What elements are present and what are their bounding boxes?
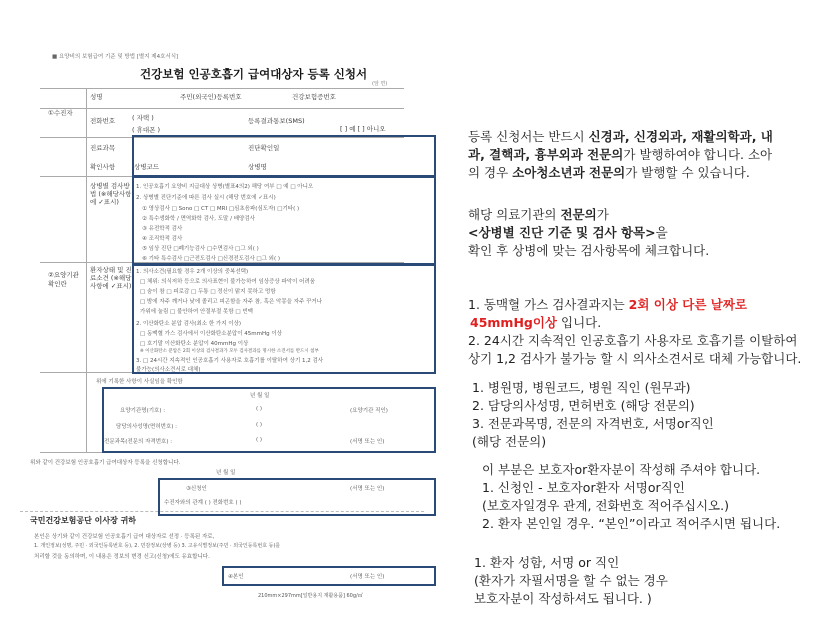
- phone-label: 전화번호: [90, 117, 116, 125]
- highlight-box-exam: [132, 176, 436, 265]
- exam-line-2: 2. 상병별 진단기준에 따른 검사 실시 (해당 번호에 ✓표시): [136, 195, 276, 201]
- apply-date: 년 월 일: [216, 470, 236, 476]
- annotation-item: 1. 병원명, 병원코드, 병원 직인 (원무과): [472, 380, 691, 395]
- annotation-item: 2. 환자 본인일 경우. “본인”이라고 적어주시면 됩니다.: [482, 516, 781, 531]
- annotation-exam: [468, 206, 709, 260]
- annotation-text: 의 경우: [468, 165, 513, 180]
- annotation-item: 1. 환자 성함, 서명 or 직인: [474, 555, 620, 570]
- consent-item: 처리할 것을 동의하며, 이 내용은 정보의 변경 신고(신청)에도 유효합니다.: [34, 554, 210, 560]
- self-label: ④본인: [228, 574, 244, 580]
- phone-home: ( 자택 ): [132, 114, 154, 122]
- paper-spec: 210mm×297mm[일반용지 재활용품] 60g/㎡: [258, 593, 363, 599]
- status-line-2: 2. 이산화탄소 분압 검사(최소 한 가지 이상): [136, 321, 242, 327]
- table-line: [40, 88, 404, 89]
- annotation-self: [474, 554, 668, 608]
- relation-label: 수진자와의 관계 ( ) 전화번호 ( ): [164, 500, 242, 506]
- annotation-bold: 소아청소년과 전문의: [512, 165, 626, 180]
- annotation-text: 2. 24시간 지속적인 인공호흡기 사용자로 호흡기를 이탈하여: [468, 333, 798, 348]
- doctor-label: 담당의사성명(면허번호) :: [116, 424, 178, 430]
- annotation-item: 보호자분이 작성하셔도 됩니다. ): [474, 591, 652, 606]
- exam-item: ③ 유전학적 검사: [142, 226, 183, 232]
- annotation-red: 45mmHg이상: [470, 315, 558, 330]
- annotation-text: 상기 1,2 검사가 불가능 할 시 의사소견서로 대체 가능합니다.: [468, 351, 802, 366]
- annotation-text: 을: [655, 225, 668, 240]
- confirm-label: 확인사항: [90, 163, 116, 171]
- dept-label: 진료과목: [90, 144, 116, 152]
- annotation-item: (보호자일경우 관계, 전화번호 적어주십시오.): [482, 498, 729, 513]
- annotation-bold: <상병별 진단 기준 및 검사 항목>: [468, 225, 656, 240]
- annotation-text: 등록 신청서는 반드시: [468, 129, 589, 144]
- table-line: [86, 88, 87, 452]
- applicant-sign: (서명 또는 인): [350, 486, 385, 492]
- annotation-bold: 전문의: [560, 207, 597, 222]
- medical-opinion-label: ②요양기관 확인란: [48, 271, 79, 288]
- applicant-sign-label: ③신청인: [186, 486, 207, 492]
- agency-title: 국민건강보험공단 이사장 귀하: [30, 516, 137, 525]
- highlight-box-status: [132, 264, 436, 374]
- highlight-box-doctor-dept: [132, 135, 436, 177]
- status-item: □ 호기말 이산화탄소 분압이 40mmHg 이상: [140, 341, 249, 347]
- apply-statement: 위와 같이 건강보험 인공호흡기 급여대상자 등록을 신청합니다.: [30, 460, 181, 466]
- phone-mobile: ( 휴대폰 ): [132, 126, 161, 134]
- hospital-paren: ( ): [256, 406, 263, 412]
- annotation-confirmation: [472, 379, 714, 451]
- name-label: 성명: [90, 93, 103, 101]
- annotation-text: 가: [596, 207, 609, 222]
- annotation-text: 입니다.: [557, 315, 602, 330]
- annotation-doctor-requirement: [468, 128, 773, 182]
- form-header-note: ■ 요양비의 보험급여 기준 및 방법 [별지 제4호서식]: [52, 54, 179, 60]
- status-item: □ 체위: 의식저하 등으로 의사표현이 불가능하여 임상증상 파악이 어려움: [140, 279, 316, 285]
- diag-date-label: 진단확인일: [248, 144, 280, 152]
- annotation-item: 이 부분은 보호자or환자분이 작성해 주셔야 합니다.: [482, 462, 761, 477]
- highlight-box-self: [222, 566, 436, 586]
- annotation-item: (해당 전문의): [472, 434, 547, 449]
- sms-options: [ ] 예 [ ] 아니오: [340, 125, 386, 133]
- annotation-item: 1. 신청인 - 보호자or환자 서명or직인: [482, 480, 685, 495]
- form-title: 건강보험 인공호흡기 급여대상자 등록 신청서: [140, 67, 368, 81]
- status-item: □ 숨이 참 □ 피로감 □ 두통 □ 정신이 맑지 못하고 멍함: [140, 289, 276, 295]
- annotation-text: 가 발행하여야 합니다. 소아: [623, 147, 773, 162]
- exam-item: ④ 조직학적 검사: [142, 236, 183, 242]
- annotation-text: 확인 후 상병에 맞는 검사항목에 체크합니다.: [468, 243, 710, 258]
- annotation-text: 가 발행할 수 있습니다.: [625, 165, 750, 180]
- status-line-1: 1. 의사소견(필요할 경우 2개 이상의 중복선택): [136, 269, 249, 275]
- rrn-label: 주민(외국인)등록번호: [180, 93, 242, 101]
- status-line-3b: 불가능(의사소견서로 대체): [136, 367, 201, 373]
- exam-item: ⑤ 임상 진단 □폐기능검사 □수면검사 □그 외( ): [142, 246, 259, 252]
- annotation-status: [468, 296, 801, 368]
- annotation-applicant: [482, 461, 780, 533]
- specialist-sign: (서명 또는 인): [350, 439, 385, 445]
- doctor-paren: ( ): [256, 422, 263, 428]
- exam-line-1: 1. 인공호흡기 요양비 지급대상 상병(별표4의2) 해당 여부 □ 예 □ 아니오: [136, 184, 314, 190]
- status-label: 환자상태 및 진료소견 (※해당사항에 ✓표시): [90, 266, 132, 290]
- highlight-box-confirmation: [102, 387, 436, 453]
- status-item: □ 밤에 자주 깨거나 낮에 졸리고 피곤함을 자주 참, 혹은 악몽을 자주 꾸거나: [140, 299, 323, 305]
- status-item: 가위에 눌림 □ 불안하여 안절부절 못함 □ 빈맥: [140, 309, 253, 315]
- status-item: □ 동맥혈 가스 검사에서 이산화탄소분압이 45mmHg 이상: [140, 331, 282, 337]
- status-line-3: 3. □ 24시간 지속적인 인공호흡기 사용자로 호흡기를 이탈하여 상기 1,2 검사: [136, 358, 324, 364]
- exam-item: ② 특수생화학 / 면역화학 검사, 도말 / 배양검사: [142, 216, 255, 222]
- annotation-bold: 과, 결핵과, 흉부외과 전문의: [468, 147, 624, 162]
- annotation-item: 2. 담당의사성명, 면허번호 (해당 전문의): [472, 398, 695, 413]
- annotation-red: 2회 이상 다른 날짜로: [628, 297, 748, 312]
- hospital-label: 요양기관명(기호) :: [120, 408, 166, 414]
- annotation-bold: 신경과, 신경외과, 재활의학과, 내: [588, 129, 773, 144]
- specialist-label: 전문과목(전문의 자격번호) :: [104, 439, 173, 445]
- status-item: ※ 이산화탄소 분압은 2회 이상의 검사결과가 모두 검사결과를 명시한 소견서를 반드시 첨부: [140, 349, 319, 354]
- self-sign: (서명 또는 인): [350, 574, 385, 580]
- table-line: [40, 108, 404, 109]
- annotation-item: (환자가 자필서명을 할 수 없는 경우: [474, 573, 668, 588]
- sms-label: 등록결과통보(SMS): [248, 117, 305, 125]
- confirm-date: 년 월 일: [250, 393, 270, 399]
- consent-text: 본인은 상기와 같이 건강보험 인공호흡기 급여 대상자로 선정 · 등록된 자로,: [34, 534, 215, 540]
- annotation-text: 해당 의료기관의: [468, 207, 561, 222]
- applicant-label: ①수진자: [48, 109, 73, 117]
- exam-item: ① 영상검사 □ Sono □ CT □ MRI □심초음파(심도자) □기타( ): [142, 206, 300, 212]
- highlight-box-applicant: [158, 478, 436, 516]
- page-note: (앞 면): [372, 81, 388, 87]
- card-label: 건강보험증번호: [292, 93, 336, 101]
- confirm-statement: 위에 기록한 사항이 사실임을 확인함: [96, 379, 183, 385]
- disease-code-label: 상병코드: [134, 163, 160, 171]
- disease-name-label: 상병명: [248, 163, 267, 171]
- annotation-item: 3. 전문과목명, 전문의 자격번호, 서명or직인: [472, 416, 714, 431]
- specialist-paren: ( ): [256, 437, 263, 443]
- exam-label: 상병별 검사방법 (※해당사항에 ✓표시): [90, 182, 132, 206]
- exam-item: ⑥ 기타 특수검사 □근전도검사 □신경전도검사 □그 외( ): [142, 256, 280, 262]
- hospital-sign: (요양기관 직인): [350, 408, 388, 414]
- consent-item: 1. 개인정보(성명, 주민 · 외국인등록번호 등), 2. 민감정보(상병 등) 3. 고유식별정보(주민 · 외국인등록번호 등)를: [34, 543, 281, 549]
- annotation-text: 1. 동맥혈 가스 검사결과지는: [468, 297, 629, 312]
